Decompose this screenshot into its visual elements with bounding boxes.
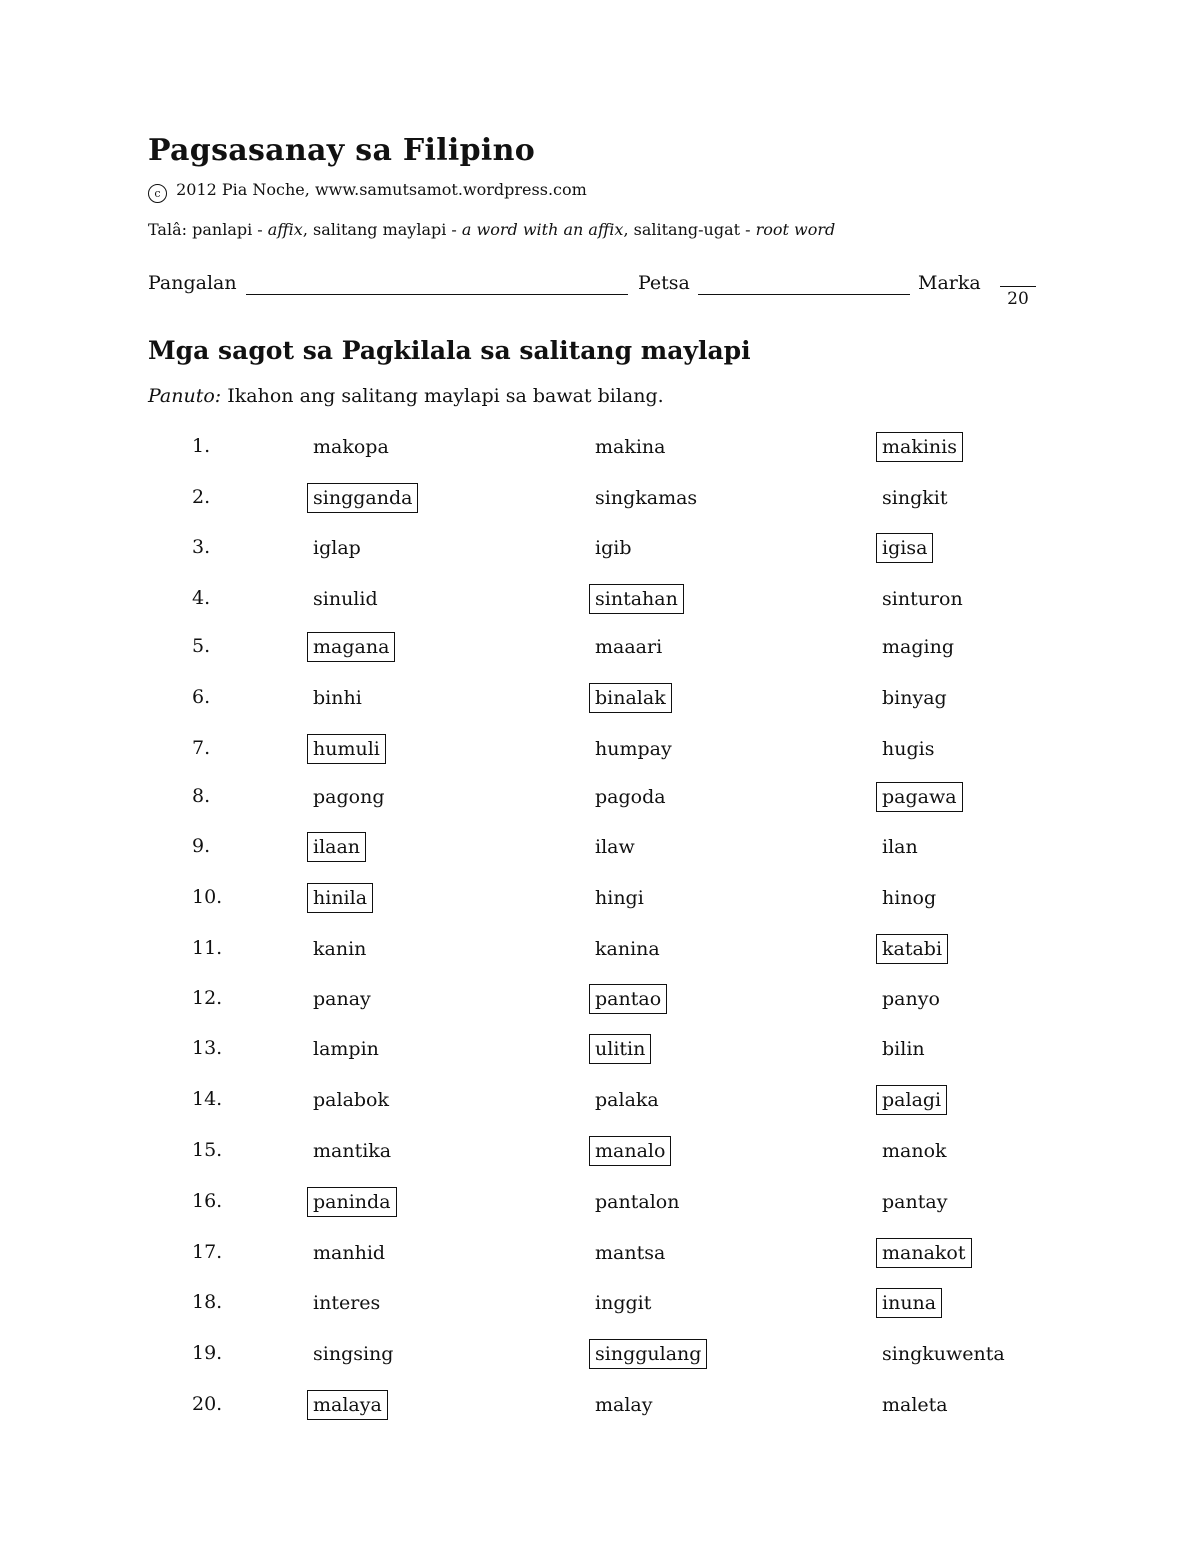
item-number: 13.: [192, 1037, 223, 1059]
note-term-2: , salitang maylapi -: [302, 220, 457, 239]
answer-row: [0, 1393, 1100, 1427]
choice-word[interactable]: pantalon: [595, 1191, 680, 1213]
boxed-answer-word[interactable]: malaya: [307, 1390, 388, 1420]
note-label: Talâ:: [148, 220, 188, 239]
choice-word[interactable]: ilan: [882, 836, 918, 858]
choice-word[interactable]: pantay: [882, 1191, 948, 1213]
score-label: Marka: [918, 272, 981, 294]
section-title: Mga sagot sa Pagkilala sa salitang maylapi: [148, 336, 751, 365]
score-denominator: 20: [1007, 289, 1029, 309]
item-number: 5.: [192, 635, 211, 657]
item-number: 10.: [192, 886, 223, 908]
answer-row: [0, 1241, 1100, 1275]
boxed-answer-word[interactable]: magana: [307, 632, 395, 662]
item-number: 17.: [192, 1241, 223, 1263]
boxed-answer-word[interactable]: inuna: [876, 1288, 942, 1318]
note-term-1: panlapi -: [192, 220, 263, 239]
choice-word[interactable]: iglap: [313, 537, 361, 559]
answer-row: [0, 835, 1100, 869]
boxed-answer-word[interactable]: singgulang: [589, 1339, 707, 1369]
choice-word[interactable]: panyo: [882, 988, 940, 1010]
score-fraction[interactable]: [1000, 286, 1036, 309]
answer-row: [0, 486, 1100, 520]
instructions-text: Ikahon ang salitang maylapi sa bawat bilang.: [227, 385, 664, 407]
choice-word[interactable]: kanin: [313, 938, 367, 960]
item-number: 19.: [192, 1342, 223, 1364]
name-blank[interactable]: [246, 294, 628, 295]
choice-word[interactable]: sinulid: [313, 588, 378, 610]
note-term-3: , salitang-ugat -: [623, 220, 751, 239]
boxed-answer-word[interactable]: sintahan: [589, 584, 684, 614]
answer-row: [0, 886, 1100, 920]
answer-row: [0, 1139, 1100, 1173]
boxed-answer-word[interactable]: binalak: [589, 683, 672, 713]
choice-word[interactable]: palaka: [595, 1089, 659, 1111]
note-def-3: root word: [755, 220, 836, 239]
answer-row: [0, 1342, 1100, 1376]
boxed-answer-word[interactable]: katabi: [876, 934, 948, 964]
choice-word[interactable]: bilin: [882, 1038, 925, 1060]
item-number: 4.: [192, 587, 211, 609]
boxed-answer-word[interactable]: palagi: [876, 1085, 947, 1115]
glossary-note: [148, 220, 835, 239]
answer-row: [0, 1088, 1100, 1122]
instructions-label: Panuto:: [148, 385, 222, 407]
date-label: Petsa: [638, 272, 690, 294]
choice-word[interactable]: kanina: [595, 938, 660, 960]
choice-word[interactable]: palabok: [313, 1089, 390, 1111]
copyright-icon: c: [148, 184, 167, 203]
item-number: 9.: [192, 835, 211, 857]
choice-word[interactable]: maging: [882, 636, 954, 658]
item-number: 7.: [192, 737, 211, 759]
item-number: 6.: [192, 686, 211, 708]
boxed-answer-word[interactable]: singganda: [307, 483, 418, 513]
choice-word[interactable]: singkamas: [595, 487, 698, 509]
answer-row: [0, 635, 1100, 669]
answer-row: [0, 987, 1100, 1021]
boxed-answer-word[interactable]: humuli: [307, 734, 386, 764]
item-number: 2.: [192, 486, 211, 508]
item-number: 1.: [192, 435, 211, 457]
choice-word[interactable]: singsing: [313, 1343, 394, 1365]
item-number: 15.: [192, 1139, 223, 1161]
choice-word[interactable]: mantika: [313, 1140, 392, 1162]
item-number: 12.: [192, 987, 223, 1009]
answer-row: [0, 737, 1100, 771]
choice-word[interactable]: pagong: [313, 786, 385, 808]
choice-word[interactable]: sinturon: [882, 588, 963, 610]
note-def-2: a word with an affix: [461, 220, 624, 239]
student-info-fields: [148, 272, 1048, 316]
page-title: Pagsasanay sa Filipino: [148, 133, 536, 168]
choice-word[interactable]: maaari: [595, 636, 663, 658]
choice-word[interactable]: malay: [595, 1394, 653, 1416]
choice-word[interactable]: panay: [313, 988, 371, 1010]
answer-row: [0, 1190, 1100, 1224]
choice-word[interactable]: maleta: [882, 1394, 948, 1416]
item-number: 18.: [192, 1291, 223, 1313]
boxed-answer-word[interactable]: paninda: [307, 1187, 397, 1217]
boxed-answer-word[interactable]: ulitin: [589, 1034, 651, 1064]
date-blank[interactable]: [698, 294, 910, 295]
choice-word[interactable]: inggit: [595, 1292, 652, 1314]
instructions: [148, 385, 664, 407]
item-number: 20.: [192, 1393, 223, 1415]
answer-row: [0, 937, 1100, 971]
choice-word[interactable]: hingi: [595, 887, 644, 909]
boxed-answer-word[interactable]: ilaan: [307, 832, 366, 862]
item-number: 11.: [192, 937, 223, 959]
choice-word[interactable]: mantsa: [595, 1242, 666, 1264]
note-def-1: affix: [267, 220, 303, 239]
item-number: 8.: [192, 785, 211, 807]
choice-word[interactable]: singkuwenta: [882, 1343, 1005, 1365]
boxed-answer-word[interactable]: pagawa: [876, 782, 963, 812]
choice-word[interactable]: hugis: [882, 738, 935, 760]
answer-row: [0, 435, 1100, 469]
choice-word[interactable]: binhi: [313, 687, 362, 709]
boxed-answer-word[interactable]: manakot: [876, 1238, 972, 1268]
choice-word[interactable]: singkit: [882, 487, 948, 509]
boxed-answer-word[interactable]: manalo: [589, 1136, 671, 1166]
item-number: 16.: [192, 1190, 223, 1212]
boxed-answer-word[interactable]: igisa: [876, 533, 933, 563]
item-number: 14.: [192, 1088, 223, 1110]
choice-word[interactable]: binyag: [882, 687, 947, 709]
answer-row: [0, 587, 1100, 621]
choice-word[interactable]: manhid: [313, 1242, 386, 1264]
answer-row: [0, 686, 1100, 720]
item-number: 3.: [192, 536, 211, 558]
answer-row: [0, 1037, 1100, 1071]
choice-word[interactable]: makina: [595, 436, 666, 458]
answer-row: [0, 785, 1100, 819]
choice-word[interactable]: makopa: [313, 436, 389, 458]
choice-word[interactable]: interes: [313, 1292, 381, 1314]
choice-word[interactable]: lampin: [313, 1038, 379, 1060]
choice-word[interactable]: manok: [882, 1140, 947, 1162]
choice-word[interactable]: pagoda: [595, 786, 666, 808]
name-label: Pangalan: [148, 272, 237, 294]
answer-row: [0, 536, 1100, 570]
choice-word[interactable]: igib: [595, 537, 632, 559]
copyright-text: 2012 Pia Noche, www.samutsamot.wordpress.com: [176, 180, 587, 199]
boxed-answer-word[interactable]: hinila: [307, 883, 373, 913]
copyright-line: [148, 180, 587, 203]
answer-row: [0, 1291, 1100, 1325]
choice-word[interactable]: ilaw: [595, 836, 635, 858]
boxed-answer-word[interactable]: pantao: [589, 984, 667, 1014]
choice-word[interactable]: humpay: [595, 738, 672, 760]
boxed-answer-word[interactable]: makinis: [876, 432, 963, 462]
choice-word[interactable]: hinog: [882, 887, 937, 909]
